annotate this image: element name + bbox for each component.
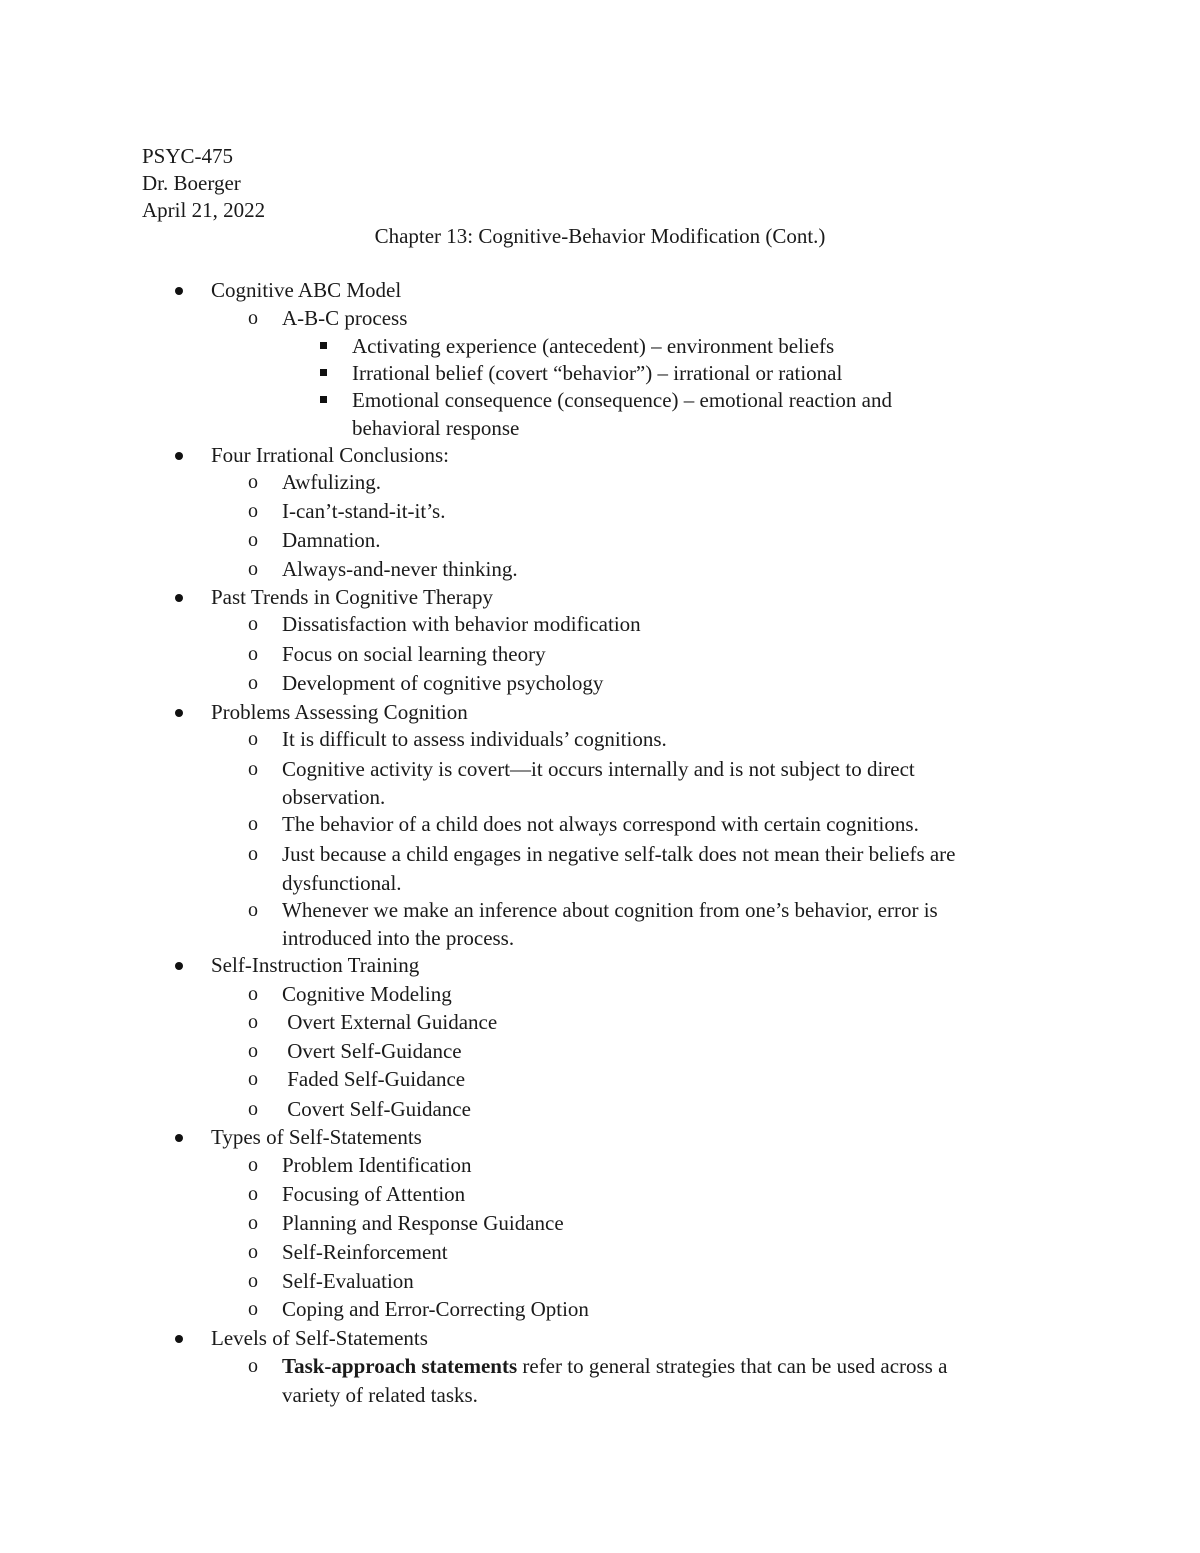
list-item: Damnation. — [282, 528, 381, 552]
list-item: Coping and Error-Correcting Option — [282, 1297, 589, 1321]
list-item: It is difficult to assess individuals’ cognitions. — [282, 727, 667, 751]
list-item-continuation: variety of related tasks. — [282, 1383, 478, 1407]
circle-bullet-icon: o — [248, 983, 258, 1005]
circle-bullet-icon: o — [248, 1154, 258, 1176]
circle-bullet-icon: o — [248, 758, 258, 780]
circle-bullet-icon: o — [248, 1270, 258, 1292]
circle-bullet-icon: o — [248, 1068, 258, 1090]
square-bullet-icon — [320, 396, 327, 403]
list-item: Development of cognitive psychology — [282, 671, 604, 695]
circle-bullet-icon: o — [248, 1212, 258, 1234]
circle-bullet-icon: o — [248, 1298, 258, 1320]
circle-bullet-icon: o — [248, 1241, 258, 1263]
list-item: Problem Identification — [282, 1153, 472, 1177]
section-heading: Cognitive ABC Model — [211, 278, 402, 302]
square-bullet-icon — [320, 342, 327, 349]
circle-bullet-icon: o — [248, 558, 258, 580]
list-item: Whenever we make an inference about cognition from one’s behavior, error is — [282, 898, 938, 922]
bullet-icon — [175, 1134, 183, 1142]
section-heading: Types of Self-Statements — [211, 1125, 422, 1149]
section-heading: Four Irrational Conclusions: — [211, 443, 449, 467]
circle-bullet-icon: o — [248, 1355, 258, 1377]
list-item-continuation: dysfunctional. — [282, 871, 402, 895]
document-date: April 21, 2022 — [142, 198, 266, 222]
list-item: Planning and Response Guidance — [282, 1211, 564, 1235]
section-heading: Levels of Self-Statements — [211, 1326, 428, 1350]
circle-bullet-icon: o — [248, 529, 258, 551]
circle-bullet-icon: o — [248, 500, 258, 522]
circle-bullet-icon: o — [248, 613, 258, 635]
list-item: Cognitive activity is covert—it occurs internally and is not subject to direct — [282, 757, 915, 781]
bullet-icon — [175, 452, 183, 460]
list-subitem-continuation: behavioral response — [352, 416, 520, 440]
bullet-icon — [175, 709, 183, 717]
bullet-icon — [175, 962, 183, 970]
circle-bullet-icon: o — [248, 899, 258, 921]
circle-bullet-icon: o — [248, 643, 258, 665]
circle-bullet-icon: o — [248, 728, 258, 750]
section-heading: Problems Assessing Cognition — [211, 700, 468, 724]
list-item: Awfulizing. — [282, 470, 381, 494]
list-item: Self-Evaluation — [282, 1269, 414, 1293]
list-item-continuation: observation. — [282, 785, 386, 809]
list-item: The behavior of a child does not always correspond with certain cognitions. — [282, 812, 919, 836]
list-item — [282, 1353, 947, 1380]
list-item: I-can’t-stand-it-it’s. — [282, 499, 446, 523]
list-item: Dissatisfaction with behavior modification — [282, 612, 641, 636]
bold-term: Task-approach statements — [282, 1354, 518, 1378]
bullet-icon — [175, 594, 183, 602]
list-item: Focus on social learning theory — [282, 642, 546, 666]
section-heading: Self-Instruction Training — [211, 953, 420, 977]
square-bullet-icon — [320, 369, 327, 376]
list-item: Always-and-never thinking. — [282, 557, 518, 581]
list-item-text: refer to general strategies that can be used across a — [517, 1354, 948, 1378]
circle-bullet-icon: o — [248, 1040, 258, 1062]
list-subitem: Emotional consequence (consequence) – emotional reaction and — [352, 388, 892, 412]
list-item-continuation: introduced into the process. — [282, 926, 515, 950]
list-item: A-B-C process — [282, 306, 408, 330]
circle-bullet-icon: o — [248, 813, 258, 835]
circle-bullet-icon: o — [248, 843, 258, 865]
list-item: Focusing of Attention — [282, 1182, 466, 1206]
list-item: Overt Self-Guidance — [282, 1039, 462, 1063]
circle-bullet-icon: o — [248, 1011, 258, 1033]
list-item: Covert Self-Guidance — [282, 1097, 471, 1121]
list-item: Self-Reinforcement — [282, 1240, 448, 1264]
list-item: Overt External Guidance — [282, 1010, 498, 1034]
bullet-icon — [175, 1335, 183, 1343]
course-code: PSYC-475 — [142, 144, 234, 168]
list-subitem: Activating experience (antecedent) – environment beliefs — [352, 334, 835, 358]
instructor-name: Dr. Boerger — [142, 171, 241, 195]
circle-bullet-icon: o — [248, 307, 258, 329]
chapter-title: Chapter 13: Cognitive-Behavior Modification (Cont.) — [374, 224, 826, 248]
bullet-icon — [175, 287, 183, 295]
circle-bullet-icon: o — [248, 672, 258, 694]
circle-bullet-icon: o — [248, 471, 258, 493]
section-heading: Past Trends in Cognitive Therapy — [211, 585, 493, 609]
circle-bullet-icon: o — [248, 1098, 258, 1120]
list-item: Cognitive Modeling — [282, 982, 452, 1006]
list-subitem: Irrational belief (covert “behavior”) – irrational or rational — [352, 361, 843, 385]
circle-bullet-icon: o — [248, 1183, 258, 1205]
list-item: Just because a child engages in negative self-talk does not mean their beliefs are — [282, 842, 956, 866]
list-item: Faded Self-Guidance — [282, 1067, 466, 1091]
